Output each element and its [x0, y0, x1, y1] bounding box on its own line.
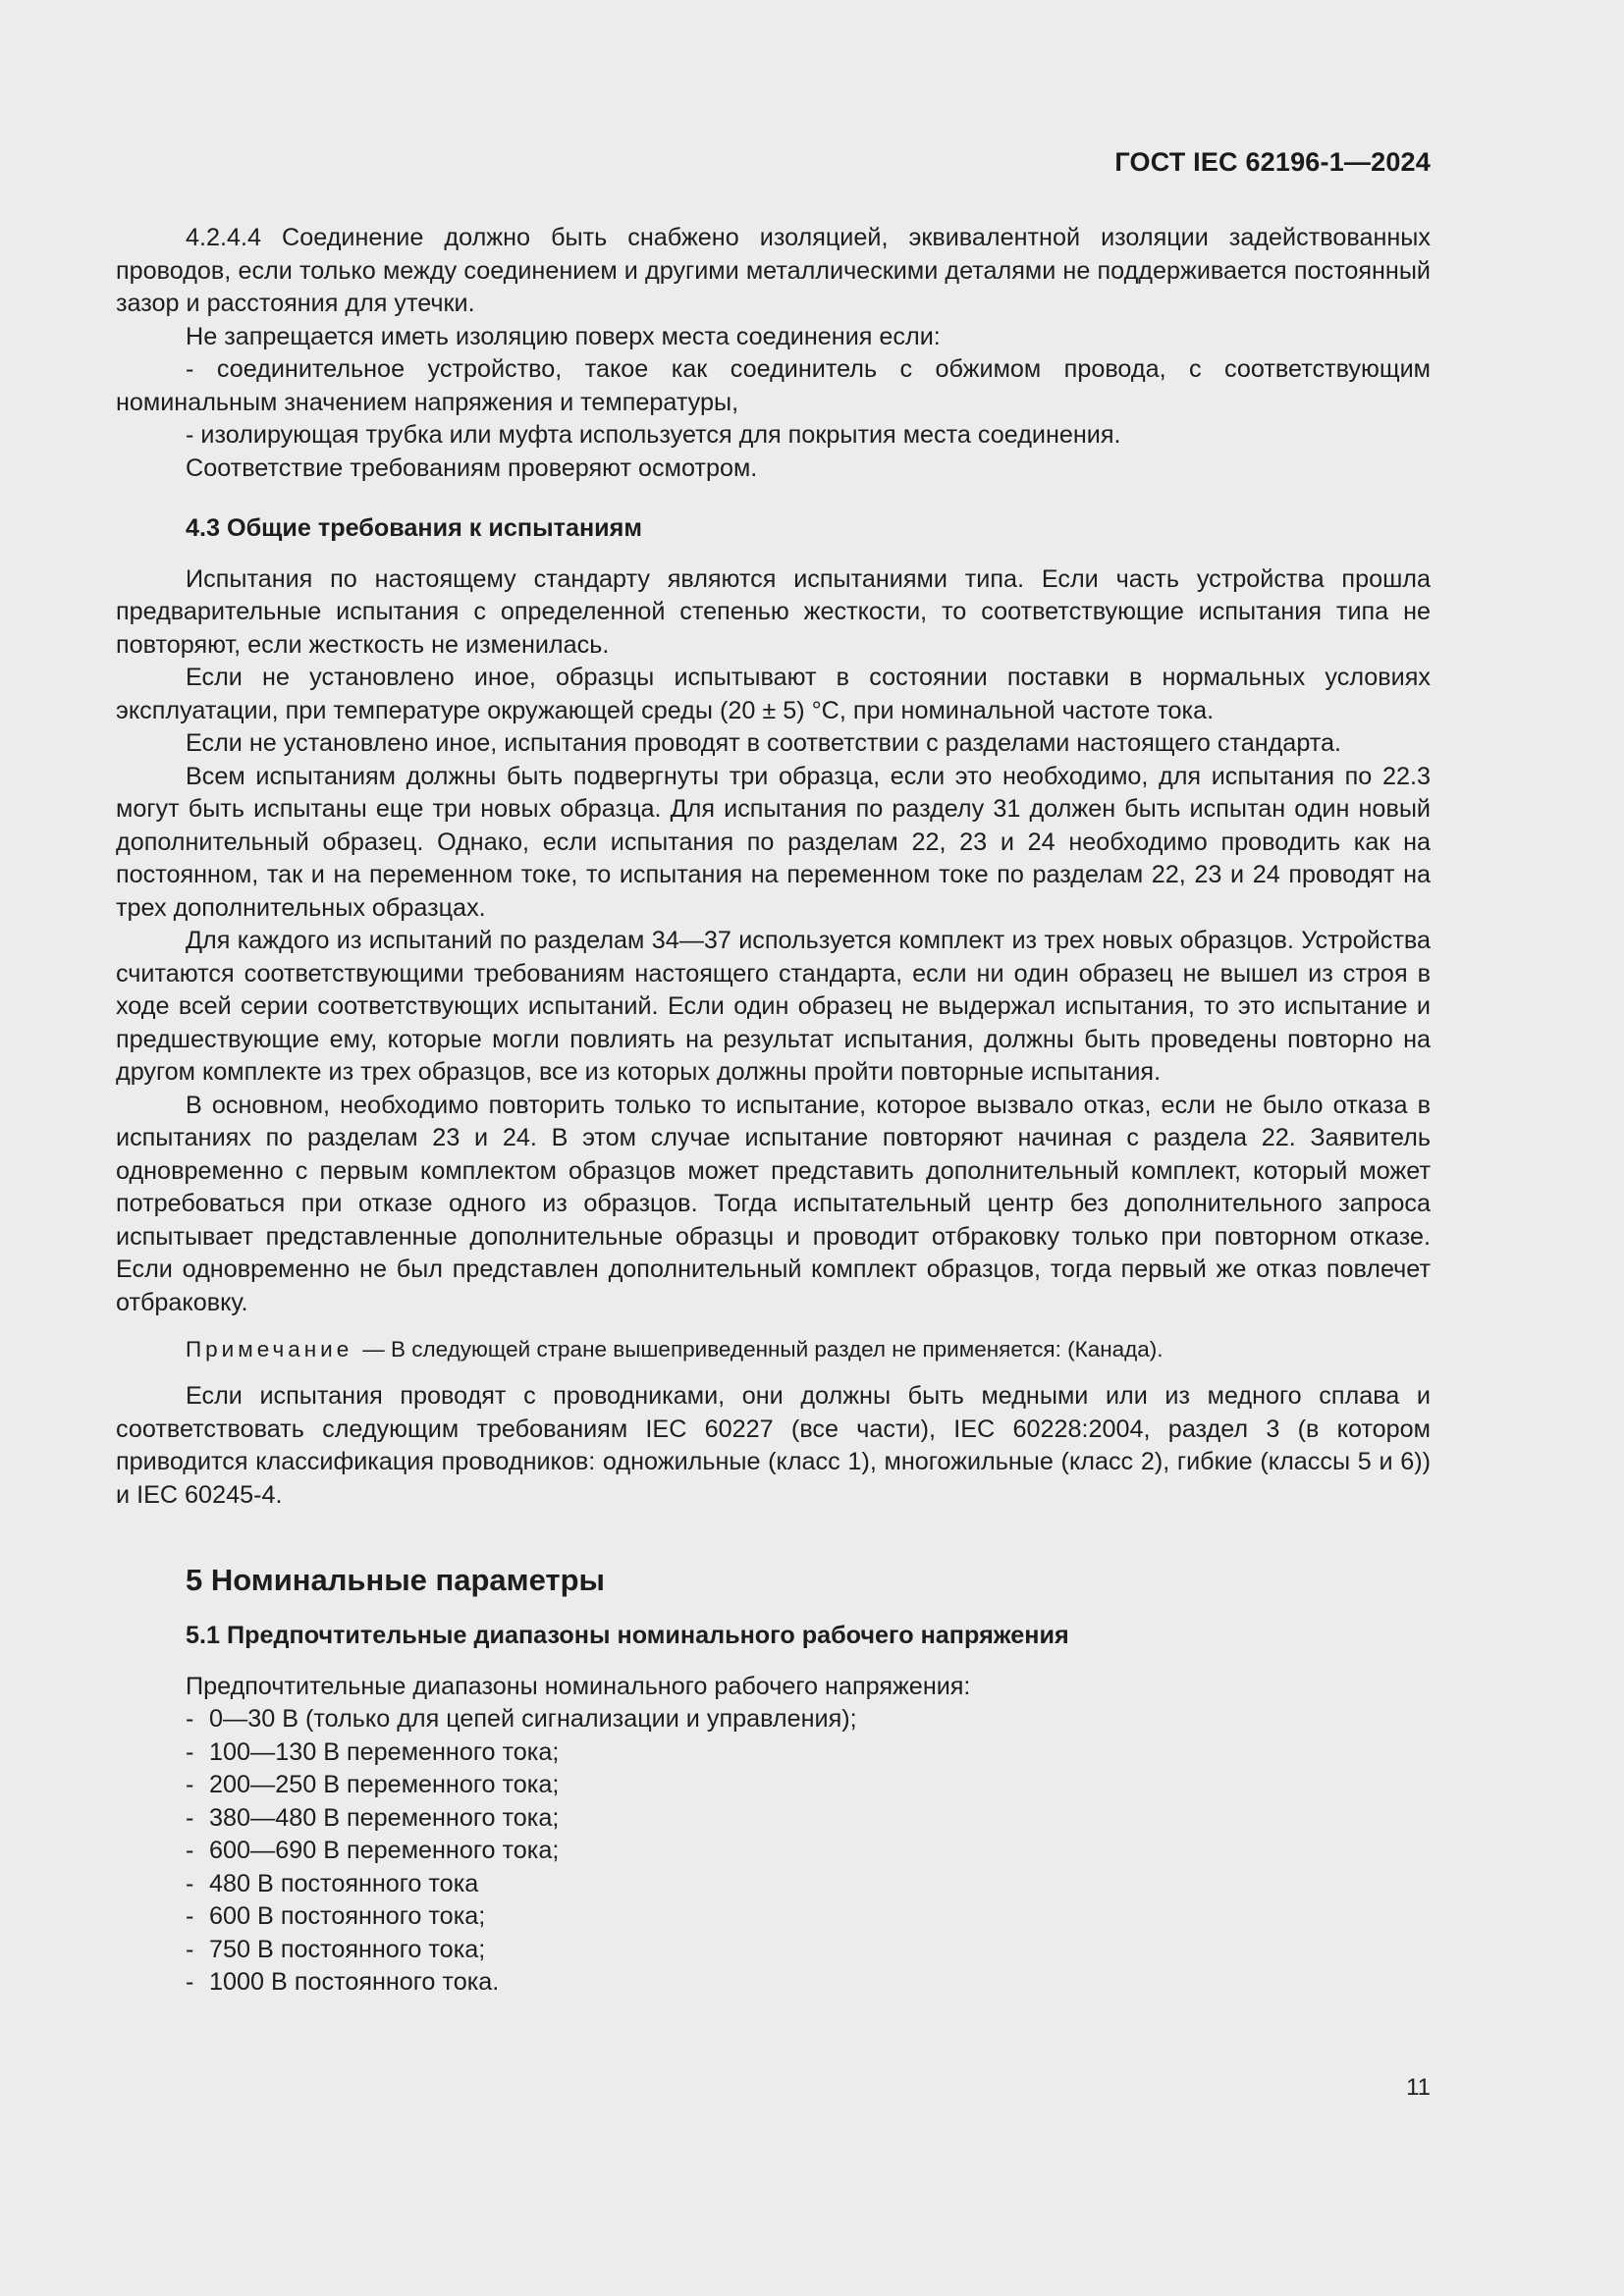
list-item: - изолирующая трубка или муфта используется для покрытия места соединения. — [186, 421, 1121, 449]
voltage-range-item: - 600—690 В переменного тока; — [186, 1837, 560, 1864]
paragraph: В основном, необходимо повторить только то испытание, которое вызвало отказ, если не было отказа в испытаниях по разделам 23 и 24. В этом случае испытание повторяют начиная с раздела 22. Заявитель одновременно с первым комплектом образцов может представить дополнительный комплект, который может потребоваться при отказе одного из образцов. Тогда испытательный центр без дополнительного запроса испытывает представленные дополнительные образцы и проводит отбраковку только при повторном отказе. Если одновременно не был представлен дополнительный комплект образцов, тогда первый же отказ повлечет отбраковку. — [116, 1091, 1431, 1316]
paragraph: Если не установлено иное, образцы испытывают в состоянии поставки в нормальных условиях эксплуатации, при температуре окружающей среды (20 ± 5) °С, при номинальной частоте тока. — [116, 664, 1431, 724]
voltage-range-item: - 600 В постоянного тока; — [186, 1902, 486, 1930]
paragraph: Для каждого из испытаний по разделам 34—37 используется комплект из трех новых образцов. Устройства считаются соответствующими требованиям настоящего стандарта, если ни один образец не вышел из строя в ходе всей серии соответствующих испытаний. Если один образец не выдержал испытания, то это испытание и предшествующие ему, которые могли повлиять на результат испытания, должны быть проведены повторно на другом комплекте из трех образцов, все из которых должны пройти повторные испытания. — [116, 927, 1431, 1086]
section-heading-5: 5 Номинальные параметры — [186, 1563, 606, 1597]
paragraph: Всем испытаниям должны быть подвергнуты три образца, если это необходимо, для испытания по 22.3 могут быть испытаны еще три новых образца. Для испытания по разделу 31 должен быть испытан один новый дополнительный образец. Однако, если испытания по разделам 22, 23 и 24 необходимо проводить как на постоянном, так и на переменном токе, то испытания на переменном токе по разделам 22, 23 и 24 проводят на трех дополнительных образцах. — [116, 762, 1431, 922]
section-heading-4-3: 4.3 Общие требования к испытаниям — [186, 514, 642, 542]
list-item: - соединительное устройство, такое как соединитель с обжимом провода, с соответствующим номинальным значением напряжения и температуры, — [116, 355, 1431, 416]
paragraph: Соответствие требованиям проверяют осмотром. — [186, 454, 758, 482]
section-heading-5-1: 5.1 Предпочтительные диапазоны номинального рабочего напряжения — [186, 1622, 1069, 1649]
note-label: Примечание — [186, 1337, 353, 1362]
voltage-range-item: - 1000 В постоянного тока. — [186, 1968, 500, 1996]
paragraph: Если испытания проводят с проводниками, они должны быть медными или из медного сплава и соответствовать следующим требованиям IEC 60227 (все части), IEC 60228:2004, раздел 3 (в котором приводится классификация проводников: одножильные (класс 1), многожильные (класс 2), гибкие (классы 5 и 6)) и IEC 60245-4. — [116, 1382, 1431, 1509]
paragraph: Не запрещается иметь изоляцию поверх места соединения если: — [186, 322, 941, 350]
voltage-range-item: - 750 В постоянного тока; — [186, 1935, 486, 1963]
paragraph-4-2-4-4: 4.2.4.4 Соединение должно быть снабжено изоляцией, эквивалентной изоляции задействованных проводов, если только между соединением и другими металлическими деталями не поддерживается постоянный зазор и расстояния для утечки. — [116, 224, 1431, 317]
document-header: ГОСТ IEC 62196-1—2024 — [1114, 147, 1431, 177]
paragraph: Испытания по настоящему стандарту являются испытаниями типа. Если часть устройства прошла предварительные испытания с определенной степенью жесткости, то соответствующие испытания типа не повторяют, если жесткость не изменилась. — [116, 564, 1431, 659]
voltage-range-item: - 100—130 В переменного тока; — [186, 1737, 560, 1766]
voltage-range-item: - 0—30 В (только для цепей сигнализации и управления); — [186, 1705, 857, 1733]
voltage-range-item: - 200—250 В переменного тока; — [186, 1771, 560, 1798]
paragraph: Если не установлено иное, испытания проводят в соответствии с разделами настоящего стандарта. — [186, 729, 1342, 757]
voltage-range-item: - 480 В постоянного тока — [186, 1869, 479, 1897]
list-intro: Предпочтительные диапазоны номинального рабочего напряжения: — [186, 1672, 971, 1700]
note-text: — В следующей стране вышеприведенный раздел не применяется: (Канада). — [362, 1337, 1164, 1362]
page-number: 11 — [1406, 2074, 1431, 2101]
voltage-range-item: - 380—480 В переменного тока; — [186, 1803, 560, 1832]
note — [186, 1335, 1431, 1364]
document-body — [116, 222, 1431, 2000]
